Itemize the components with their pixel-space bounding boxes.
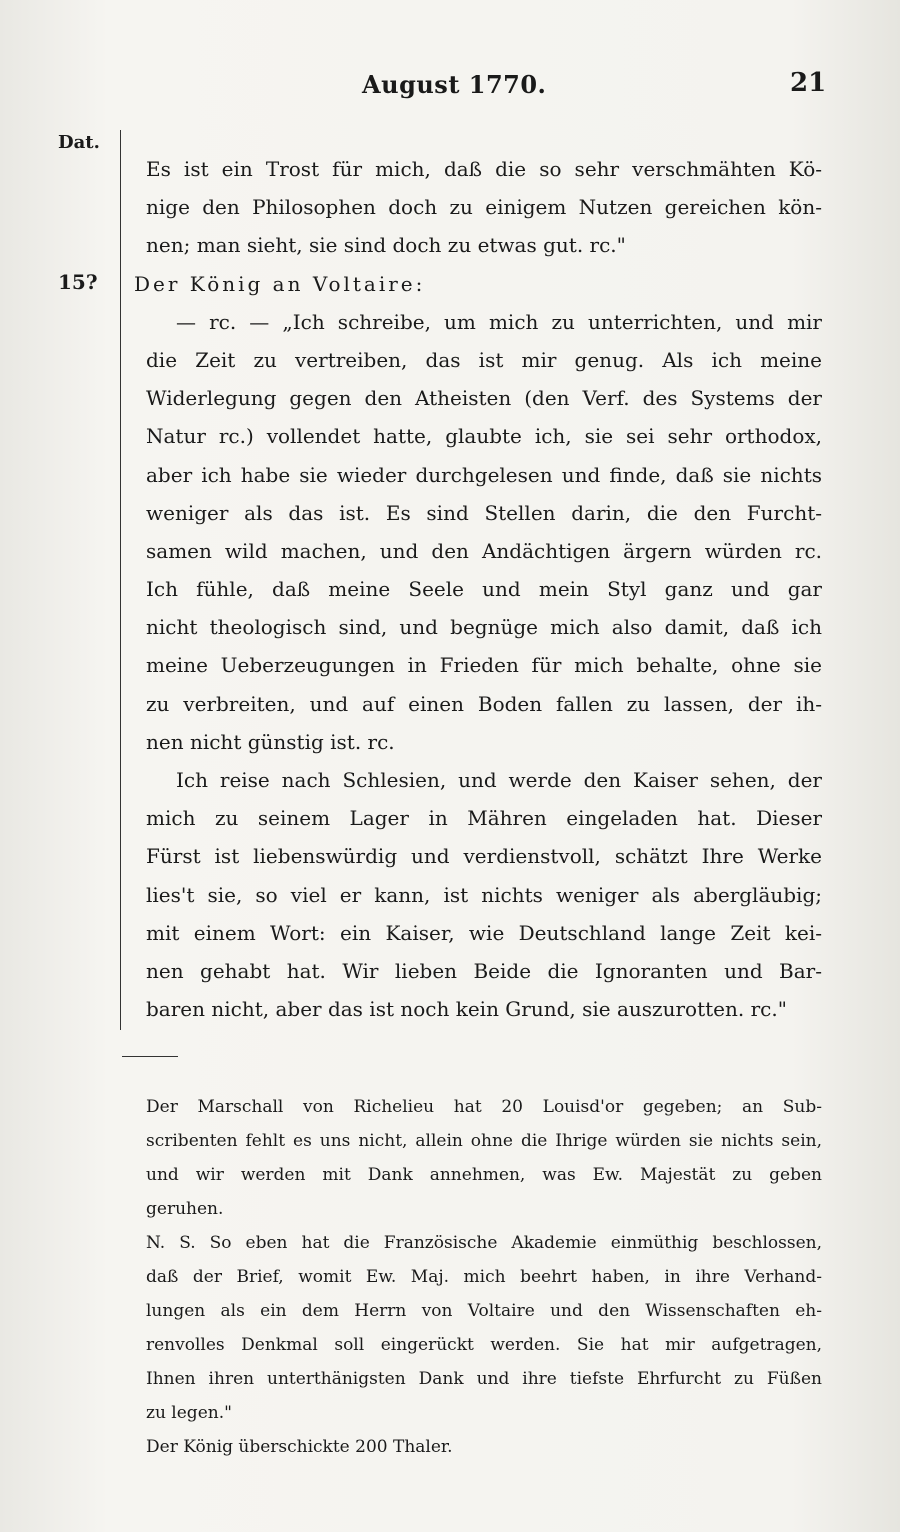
text-line: aber ich habe sie wieder durchgelesen und finde, daß sie nichts: [146, 462, 822, 487]
text-line: mich zu seinem Lager in Mähren eingeladen hat. Dieser: [146, 806, 822, 831]
text-line: Fürst ist liebenswürdig und verdienstvoll, schätzt Ihre Werke: [146, 844, 822, 869]
text-line: lies't sie, so viel er kann, ist nichts weniger als abergläubig;: [146, 882, 822, 907]
footnote-line: N. S. So eben hat die Französische Akademie einmüthig beschlossen,: [146, 1233, 822, 1253]
footnote-line: daß der Brief, womit Ew. Maj. mich beehrt haben, in ihre Verhand-: [146, 1267, 822, 1287]
text-line-heading: Der König an Voltaire:: [134, 271, 426, 296]
text-line: nen; man sieht, sie sind doch zu etwas gut. rc.": [146, 233, 626, 258]
footnote-line: Ihnen ihren unterthänigsten Dank und ihre tiefste Ehrfurcht zu Füßen: [146, 1369, 822, 1389]
text-line: zu verbreiten, und auf einen Boden fallen zu lassen, der ih-: [146, 691, 822, 716]
text-line: Ich reise nach Schlesien, und werde den Kaiser sehen, der: [176, 768, 822, 792]
main-text-block: [134, 150, 822, 1028]
text-line: meine Ueberzeugungen in Frieden für mich behalte, ohne sie: [146, 653, 822, 678]
text-line: nen nicht günstig ist. rc.: [146, 729, 395, 754]
text-line: Es ist ein Trost für mich, daß die so sehr verschmähten Kö-: [146, 157, 822, 181]
text-line: mit einem Wort: ein Kaiser, wie Deutschland lange Zeit kei-: [146, 920, 822, 945]
text-line: die Zeit zu vertreiben, das ist mir genug. Als ich meine: [146, 347, 822, 372]
footnote-line: lungen als ein dem Herrn von Voltaire und den Wissenschaften eh-: [146, 1301, 822, 1321]
footnote-line: Der König überschickte 200 Thaler.: [146, 1437, 453, 1457]
margin-label-dat: Dat.: [58, 132, 100, 153]
text-line: Natur rc.) vollendet hatte, glaubte ich, sie sei sehr orthodox,: [146, 424, 822, 449]
text-line: Ich fühle, daß meine Seele und mein Styl ganz und gar: [146, 577, 822, 602]
text-line: — rc. — „Ich schreibe, um mich zu unterrichten, und mir: [176, 309, 822, 334]
footnote-line: zu legen.": [146, 1403, 232, 1423]
text-line: nige den Philosophen doch zu einigem Nutzen gereichen kön-: [146, 195, 822, 220]
footnote-line: Der Marschall von Richelieu hat 20 Louisd'or gegeben; an Sub-: [146, 1097, 822, 1117]
text-line: Widerlegung gegen den Atheisten (den Verf. des Systems der: [146, 386, 822, 411]
footnote-line: scribenten fehlt es uns nicht, allein ohne die Ihrige würden sie nichts sein,: [146, 1131, 822, 1151]
footnote-line: renvolles Denkmal soll eingerückt werden. Sie hat mir aufgetragen,: [146, 1335, 822, 1355]
text-line: baren nicht, aber das ist noch kein Grund, sie auszurotten. rc.": [146, 997, 787, 1022]
footnote-block: [146, 1090, 822, 1464]
margin-rule: [120, 130, 121, 1030]
text-line: nicht theologisch sind, und begnüge mich also damit, daß ich: [146, 615, 822, 640]
text-line: weniger als das ist. Es sind Stellen darin, die den Furcht-: [146, 500, 822, 525]
margin-date-15: 15?: [58, 270, 98, 294]
footnote-line: geruhen.: [146, 1199, 224, 1219]
text-line: samen wild machen, und den Andächtigen ärgern würden rc.: [146, 538, 822, 563]
page-number: 21: [790, 68, 827, 98]
text-line: nen gehabt hat. Wir lieben Beide die Ignoranten und Bar-: [146, 958, 822, 983]
section-divider: [122, 1056, 178, 1057]
running-title: August 1770.: [362, 70, 547, 99]
footnote-line: und wir werden mit Dank annehmen, was Ew. Majestät zu geben: [146, 1165, 822, 1185]
running-head: [0, 70, 900, 110]
